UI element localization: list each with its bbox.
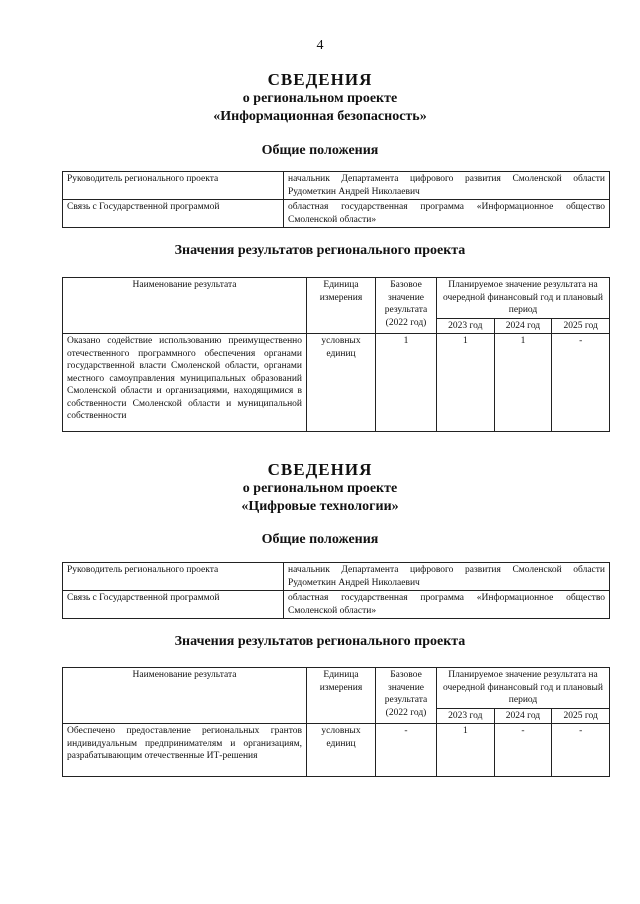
results-heading: Значения результатов регионального проекта — [174, 243, 466, 258]
header-unit: Единица измерения — [307, 668, 376, 724]
section-1-title-block — [0, 70, 640, 126]
result-unit: условных единиц — [307, 334, 376, 432]
result-2024: 1 — [494, 334, 552, 432]
general-heading: Общие положения — [261, 143, 379, 158]
section-title: СВЕДЕНИЯ — [267, 460, 373, 479]
project-name: «Информационная безопасность» — [213, 109, 427, 124]
table-cell-label: Связь с Государственной программой — [63, 591, 284, 619]
result-unit: условных единиц — [307, 724, 376, 777]
header-year: 2024 год — [494, 708, 552, 724]
header-base: Базовое значение результата (2022 год) — [376, 668, 437, 724]
result-2025: - — [552, 724, 610, 777]
general-table — [62, 562, 610, 619]
result-2024: - — [494, 724, 552, 777]
results-table — [62, 667, 610, 777]
table-header-row — [63, 668, 610, 709]
table-row — [63, 591, 610, 619]
table-row — [63, 172, 610, 200]
header-unit: Единица измерения — [307, 278, 376, 334]
table-cell-label: Руководитель регионального проекта — [63, 563, 284, 591]
header-planned: Планируемое значение результата на очередной финансовый год и плановый период — [437, 278, 610, 319]
section-2-title-block — [0, 460, 640, 516]
table-header-row — [63, 278, 610, 319]
header-base: Базовое значение результата (2022 год) — [376, 278, 437, 334]
result-2023: 1 — [437, 334, 495, 432]
result-base: 1 — [376, 334, 437, 432]
page-number: 4 — [316, 38, 324, 53]
section-subtitle: о региональном проекте — [242, 481, 398, 496]
header-name: Наименование результата — [63, 668, 307, 724]
general-heading: Общие положения — [261, 532, 379, 547]
results-heading: Значения результатов регионального проекта — [174, 634, 466, 649]
project-name: «Цифровые технологии» — [241, 499, 399, 514]
header-year: 2025 год — [552, 708, 610, 724]
result-name: Оказано содействие использованию преимущественно отечественного программного обеспечения органами государственной власти Смоленской области, органами местного самоуправления муниципальных образований Смоленской области и организациями, находящимися в собственности Смоленской области и муниципальной собственности — [63, 334, 307, 432]
result-name: Обеспечено предоставление региональных грантов индивидуальным предпринимателям и организациям, разрабатывающим отечественные ИТ-решения — [63, 724, 307, 777]
header-name: Наименование результата — [63, 278, 307, 334]
results-table — [62, 277, 610, 432]
result-2025: - — [552, 334, 610, 432]
section-title: СВЕДЕНИЯ — [267, 70, 373, 89]
table-cell-value: областная государственная программа «Информационное общество Смоленской области» — [284, 591, 610, 619]
table-cell-value: областная государственная программа «Информационное общество Смоленской области» — [284, 200, 610, 228]
result-2023: 1 — [437, 724, 495, 777]
table-cell-value: начальник Департамента цифрового развития Смоленской области Рудометкин Андрей Николаевич — [284, 563, 610, 591]
section-subtitle: о региональном проекте — [242, 91, 398, 106]
header-year: 2023 год — [437, 318, 495, 334]
table-row — [63, 724, 610, 777]
table-cell-label: Руководитель регионального проекта — [63, 172, 284, 200]
header-year: 2025 год — [552, 318, 610, 334]
header-year: 2023 год — [437, 708, 495, 724]
header-planned: Планируемое значение результата на очередной финансовый год и плановый период — [437, 668, 610, 709]
table-cell-value: начальник Департамента цифрового развития Смоленской области Рудометкин Андрей Николаевич — [284, 172, 610, 200]
table-row — [63, 334, 610, 432]
general-table — [62, 171, 610, 228]
table-row — [63, 563, 610, 591]
result-base: - — [376, 724, 437, 777]
table-row — [63, 200, 610, 228]
table-cell-label: Связь с Государственной программой — [63, 200, 284, 228]
header-year: 2024 год — [494, 318, 552, 334]
